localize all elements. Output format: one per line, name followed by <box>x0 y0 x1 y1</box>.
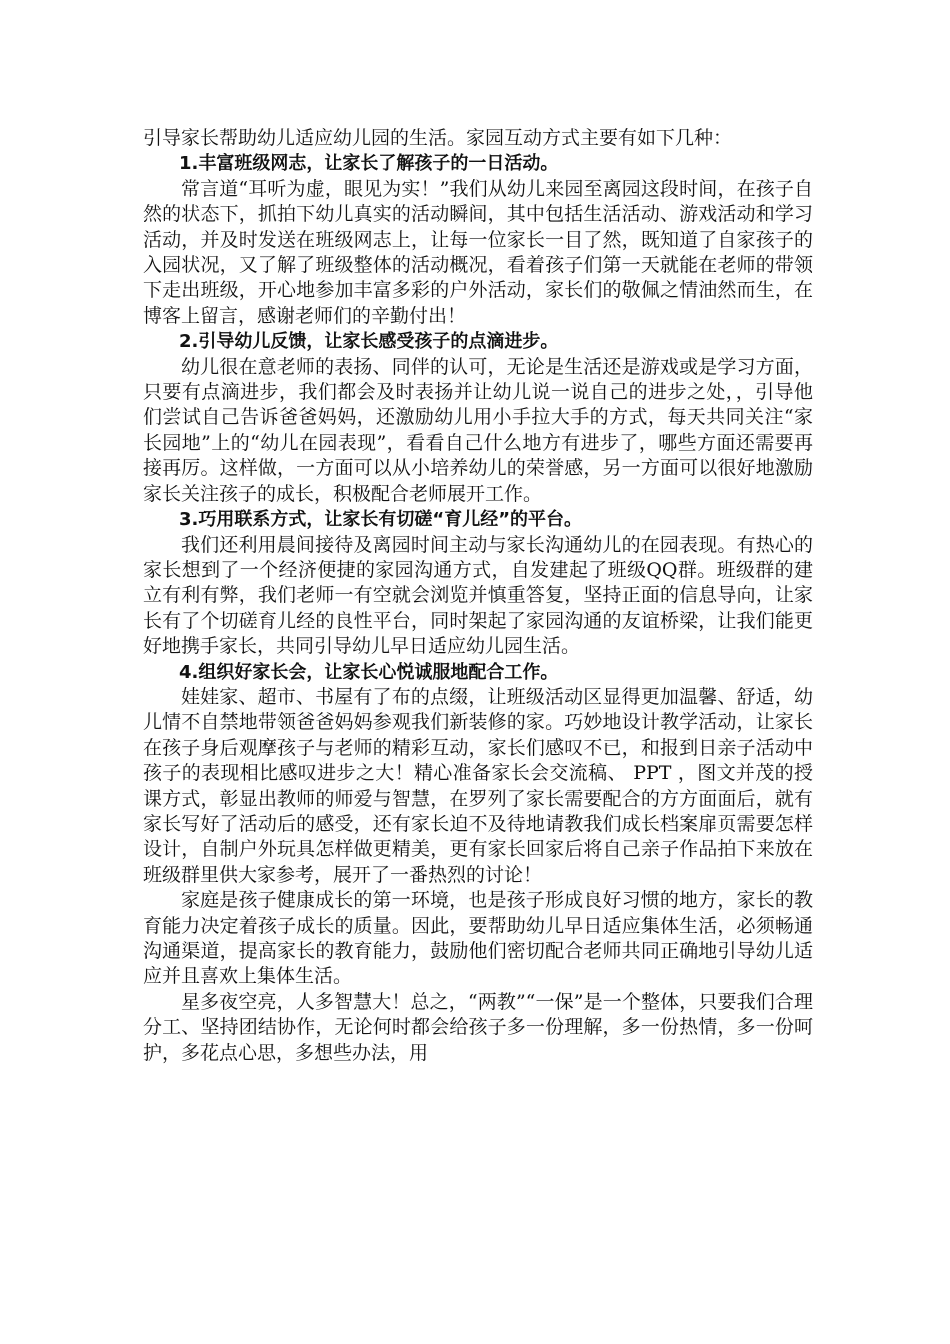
section-heading-1: 1.丰富班级网志，让家长了解孩子的一日活动。 <box>179 153 559 175</box>
section-heading-2: 2.引导幼儿反馈，让家长感受孩子的点滴进步。 <box>179 331 559 353</box>
section-1-paragraph: 常言道“耳听为虚，眼见为实！”我们从幼儿来园至离园这段时间，在孩子自然的状态下，抓拍下幼儿真实的活动瞬间，其中包括生活活动、游戏活动和学习活动，并及时发送在班级网志上，让每一位家长一目了然，既知道了自家孩子的入园状况，又了解了班级整体的活动概况，看着孩子们第一天就能在老师的带领下走出班级，开心地参加丰富多彩的户外活动，家长们的敬佩之情油然而生，在博客上留言，感谢老师们的辛勤付出！ <box>143 177 813 327</box>
section-3-paragraph: 我们还利用晨间接待及离园时间主动与家长沟通幼儿的在园表现。有热心的家长想到了一个经济便捷的家园沟通方式，自发建起了班级QQ群。班级群的建立有利有弊，我们老师一有空就会浏览并慎重答复，坚持正面的信息导向，让家长有了个切磋育儿经的良性平台，同时架起了家园沟通的友谊桥梁，让我们能更好地携手家长，共同引导幼儿早日适应幼儿园生活。 <box>143 533 813 658</box>
document-page <box>143 126 813 1066</box>
family-environment-paragraph: 家庭是孩子健康成长的第一环境，也是孩子形成良好习惯的地方，家长的教育能力决定着孩子成长的质量。因此，要帮助幼儿早日适应集体生活，必须畅通沟通渠道，提高家长的教育能力，鼓励他们密切配合老师共同正确地引导幼儿适应并且喜欢上集体生活。 <box>143 889 813 988</box>
section-heading-3: 3.巧用联系方式，让家长有切磋“育儿经”的平台。 <box>179 509 583 531</box>
conclusion-paragraph: 星多夜空亮，人多智慧大！总之，“两教”“一保”是一个整体，只要我们合理分工、坚持团结协作，无论何时都会给孩子多一份理解，多一份热情，多一份呵护，多花点心思，多想些办法，用 <box>143 990 813 1064</box>
section-heading-4: 4.组织好家长会，让家长心悦诚服地配合工作。 <box>179 661 559 683</box>
section-2-paragraph: 幼儿很在意老师的表扬、同伴的认可，无论是生活还是游戏或是学习方面，只要有点滴进步，我们都会及时表扬并让幼儿说一说自己的进步之处，，引导他们尝试自己告诉爸爸妈妈，还激励幼儿用小手拉大手的方式，每天共同关注“家长园地”上的“幼儿在园表现”，看看自己什么地方有进步了，哪些方面还需要再接再厉。这样做，一方面可以从小培养幼儿的荣誉感，另一方面可以很好地激励家长关注孩子的成长，积极配合老师展开工作。 <box>143 355 813 505</box>
intro-paragraph: 引导家长帮助幼儿适应幼儿园的生活。家园互动方式主要有如下几种： <box>143 127 733 149</box>
section-4-paragraph: 娃娃家、超市、书屋有了布的点缀，让班级活动区显得更加温馨、舒适，幼儿情不自禁地带领爸爸妈妈参观我们新装修的家。巧妙地设计教学活动，让家长在孩子身后观摩孩子与老师的精彩互动，家长们感叹不已，和报到日亲子活动中孩子的表现相比感叹进步之大！精心准备家长会交流稿、 PPT ，图文并茂的授课方式，彰显出教师的师爱与智慧，在罗列了家长需要配合的方方面面后，就有家长写好了活动后的感受，还有家长迫不及待地请教我们成长档案扉页需要怎样设计，自制户外玩具怎样做更精美，更有家长回家后将自己亲子作品拍下来放在班级群里供大家参考，展开了一番热烈的讨论！ <box>143 685 813 886</box>
